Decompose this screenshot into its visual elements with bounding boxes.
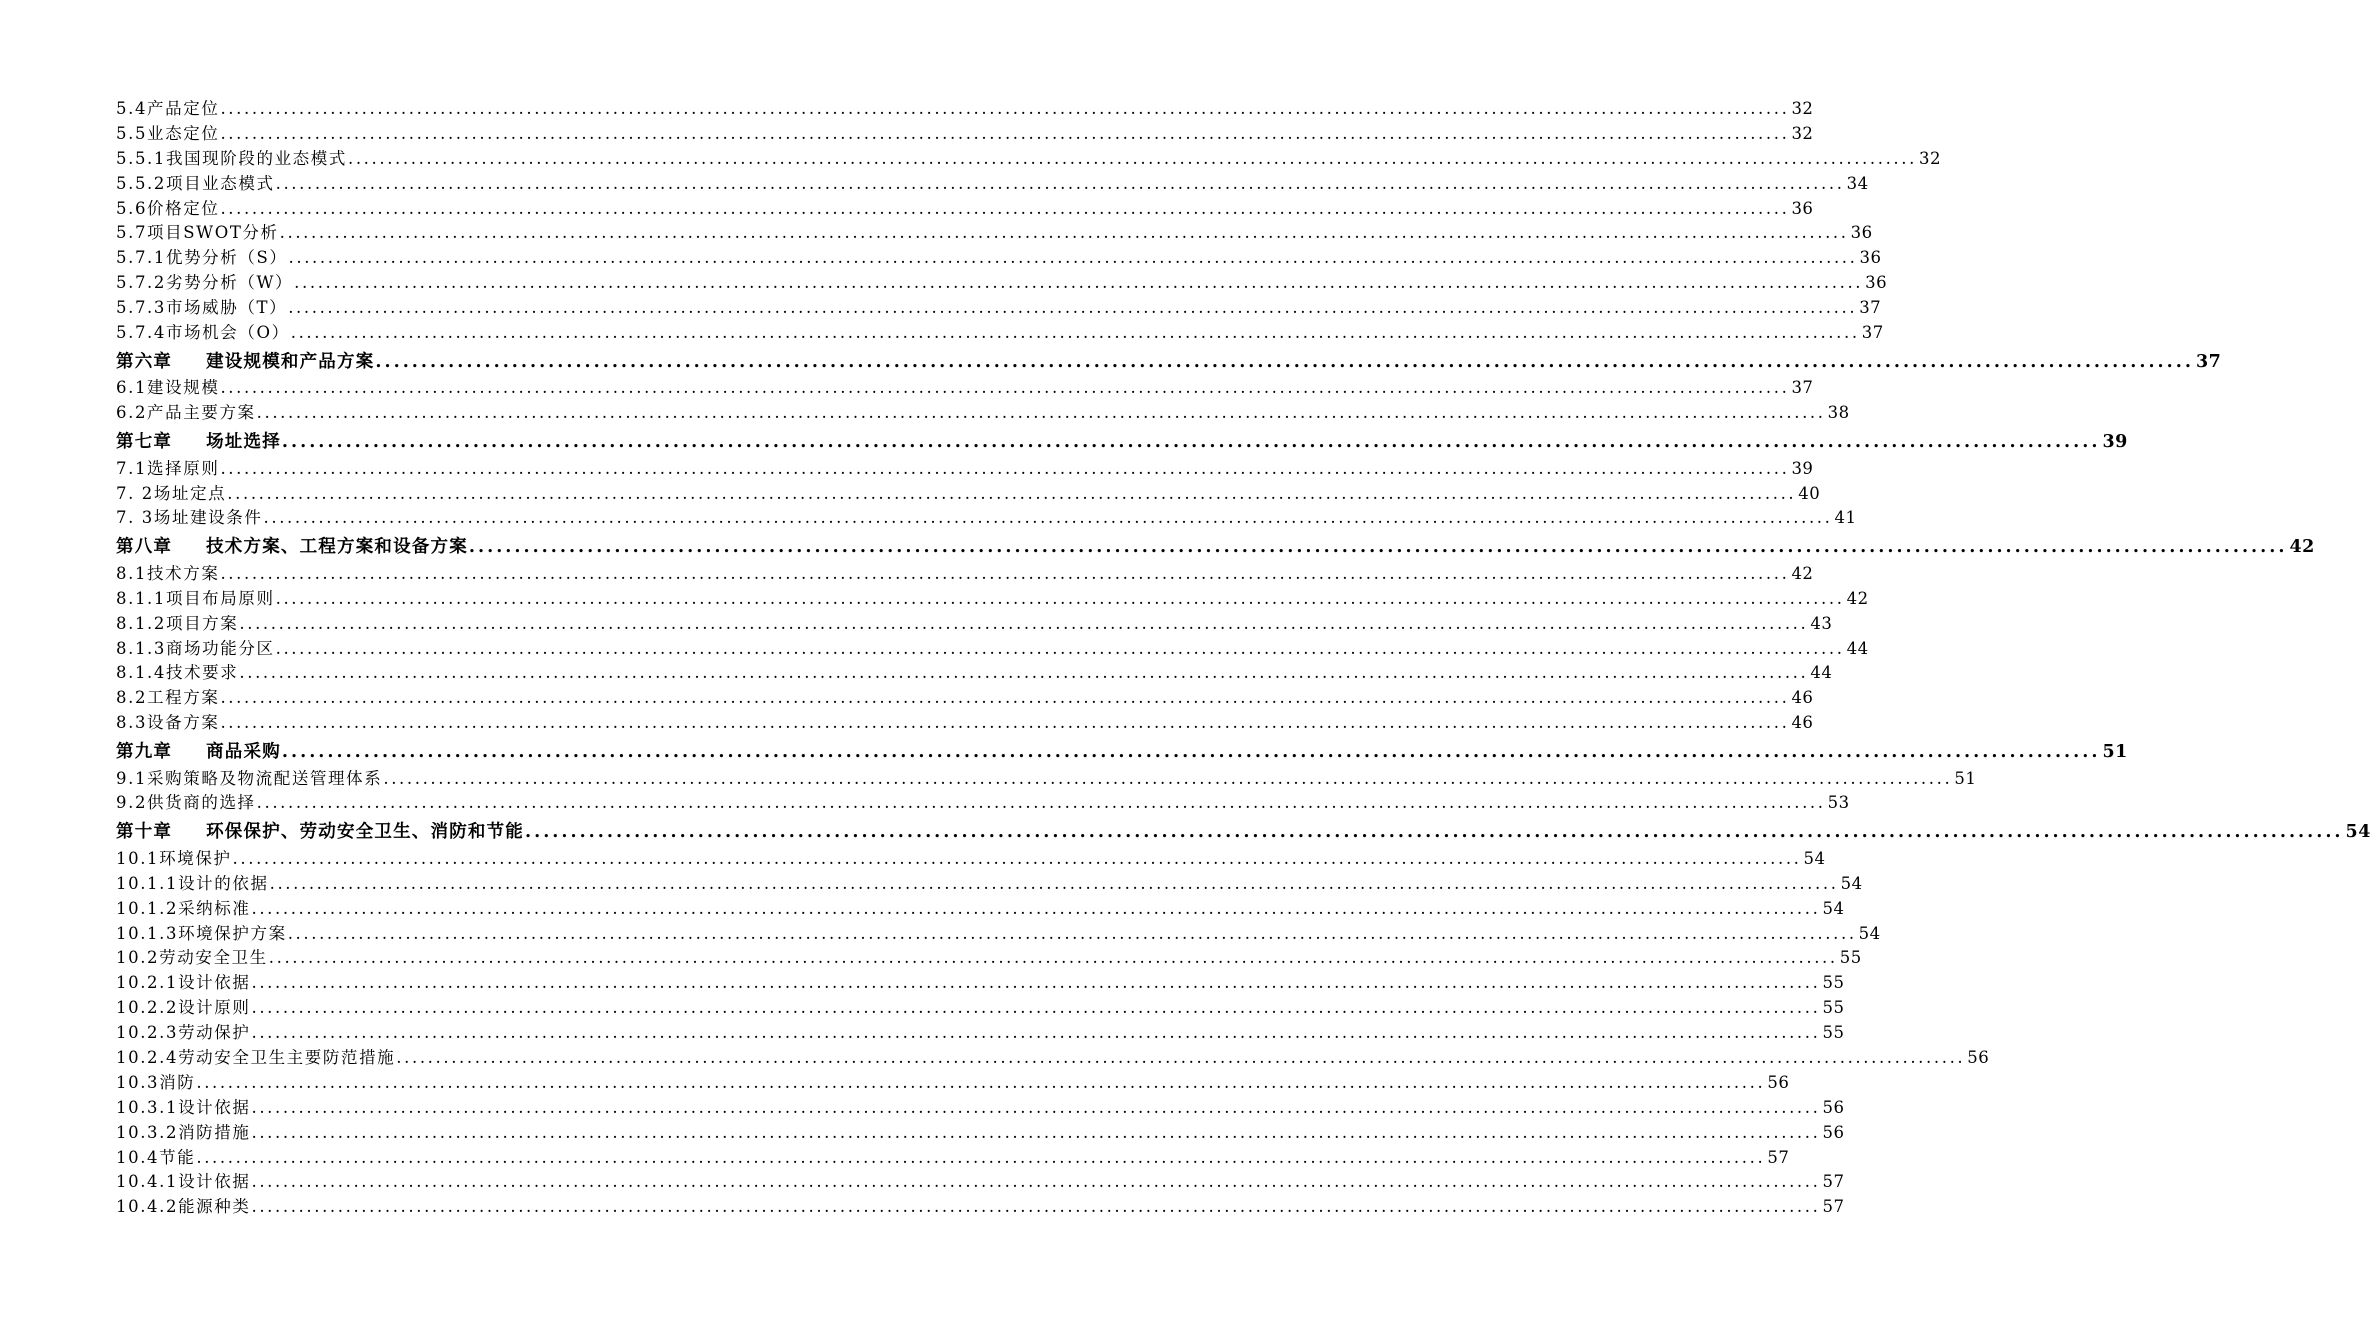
toc-dot-leader: ........................................................................................................................................................................................................: [256, 403, 1826, 423]
toc-entry-title: 9.2供货商的选择: [116, 793, 256, 813]
toc-page-number: 55: [1822, 1023, 1845, 1043]
toc-dot-leader: ........................................................................................................................................................................................................: [220, 713, 1790, 733]
toc-dot-leader: ........................................................................................................................................................................................................: [196, 1147, 1766, 1167]
toc-entry-title: 5.7.2劣势分析（W）: [116, 273, 294, 293]
toc-section-entry[interactable]: [116, 1069, 1790, 1094]
toc-page-number: 51: [2102, 742, 2128, 763]
toc-entry-title: 10.1.2采纳标准: [116, 898, 251, 918]
toc-page-number: 56: [1767, 1072, 1790, 1092]
toc-entry-title: 10.1.1设计的依据: [116, 873, 269, 893]
toc-dot-leader: ........................................................................................................................................................................................................: [251, 898, 1821, 918]
toc-entry-title: 8.1.2项目方案: [116, 613, 239, 633]
toc-entry-title: 场址选择: [206, 432, 281, 453]
toc-entry-title: 5.6价格定位: [116, 198, 220, 218]
toc-dot-leader: ........................................................................................................................................................................................................: [288, 248, 1858, 268]
toc-dot-leader: ........................................................................................................................................................................................................: [220, 458, 1790, 478]
toc-dot-leader: ........................................................................................................................................................................................................: [256, 793, 1826, 813]
toc-entry-title: 10.2.2设计原则: [116, 998, 251, 1018]
toc-page-number: 42: [1791, 563, 1814, 583]
toc-section-entry[interactable]: [116, 399, 1850, 424]
toc-dot-leader: ........................................................................................................................................................................................................: [294, 273, 1864, 293]
toc-page-number: 44: [1846, 638, 1869, 658]
toc-entry-title: 5.5.2项目业态模式: [116, 173, 275, 193]
toc-section-entry[interactable]: [116, 244, 1882, 269]
toc-entry-title: 8.3设备方案: [116, 713, 220, 733]
toc-chapter-entry[interactable]: [116, 428, 2128, 455]
toc-dot-leader: ........................................................................................................................................................................................................: [220, 563, 1790, 583]
toc-dot-leader: ........................................................................................................................................................................................................: [268, 948, 1838, 968]
toc-entry-title: 10.2.3劳动保护: [116, 1023, 251, 1043]
toc-dot-leader: ........................................................................................................................................................................................................: [383, 768, 1953, 788]
toc-section-entry[interactable]: [116, 145, 1941, 170]
toc-entry-title: 10.1环境保护: [116, 848, 232, 868]
toc-dot-leader: ........................................................................................................................................................................................................: [290, 323, 1860, 343]
toc-section-entry[interactable]: [116, 789, 1850, 814]
toc-entry-title: 5.4产品定位: [116, 99, 220, 118]
toc-section-entry[interactable]: [116, 610, 1833, 635]
toc-entry-title: 10.2.4劳动安全卫生主要防范措施: [116, 1048, 396, 1067]
toc-dot-leader: ........................................................................................................................................................................................................: [220, 99, 1790, 118]
toc-entry-title: 9.1采购策略及物流配送管理体系: [116, 768, 383, 788]
toc-section-entry[interactable]: [116, 1144, 1790, 1169]
toc-entry-title: 8.1.1项目布局原则: [116, 588, 275, 608]
table-of-contents: [116, 95, 2371, 1218]
toc-page-number: 56: [1822, 1122, 1845, 1142]
toc-page-number: 39: [1791, 458, 1814, 478]
toc-entry-title: 技术方案、工程方案和设备方案: [206, 537, 468, 558]
toc-dot-leader: ........................................................................................................................................................................................................: [220, 688, 1790, 708]
toc-entry-title: 6.2产品主要方案: [116, 403, 256, 423]
toc-chapter-number: 第八章: [116, 537, 173, 558]
toc-entry-title: 8.2工程方案: [116, 688, 220, 708]
toc-dot-leader: ........................................................................................................................................................................................................: [468, 537, 2288, 558]
toc-dot-leader: ........................................................................................................................................................................................................: [275, 173, 1845, 193]
toc-section-entry[interactable]: [116, 219, 1873, 244]
toc-page-number: 36: [1850, 223, 1873, 243]
toc-entry-title: 5.7.1优势分析（S）: [116, 248, 288, 268]
toc-dot-leader: ........................................................................................................................................................................................................: [251, 1023, 1821, 1043]
toc-dot-leader: ........................................................................................................................................................................................................: [220, 123, 1790, 143]
toc-page-number: 46: [1791, 713, 1814, 733]
toc-section-entry[interactable]: [116, 895, 1845, 920]
toc-dot-leader: ........................................................................................................................................................................................................: [251, 1172, 1821, 1192]
toc-dot-leader: ........................................................................................................................................................................................................: [239, 663, 1809, 683]
toc-page-number: 54: [2345, 822, 2371, 843]
toc-dot-leader: ........................................................................................................................................................................................................: [227, 483, 1797, 503]
toc-section-entry[interactable]: [116, 560, 1814, 585]
toc-chapter-entry[interactable]: [116, 533, 2315, 560]
toc-page-number: 57: [1822, 1197, 1845, 1217]
toc-page-number: 55: [1822, 998, 1845, 1018]
toc-entry-title: 建设规模和产品方案: [206, 351, 375, 372]
toc-page-number: 39: [2102, 432, 2128, 453]
toc-dot-leader: ........................................................................................................................................................................................................: [275, 638, 1845, 658]
toc-page-number: 37: [1861, 323, 1884, 343]
toc-section-entry[interactable]: [116, 1044, 1990, 1069]
toc-page-number: 55: [1822, 973, 1845, 993]
toc-entry-title: 10.2.1设计依据: [116, 973, 251, 993]
toc-section-entry[interactable]: [116, 920, 1881, 945]
toc-dot-leader: ........................................................................................................................................................................................................: [263, 508, 1833, 528]
toc-section-entry[interactable]: [116, 709, 1814, 734]
toc-page-number: 57: [1822, 1172, 1845, 1192]
toc-section-entry[interactable]: [116, 1119, 1845, 1144]
toc-dot-leader: ........................................................................................................................................................................................................: [288, 298, 1858, 318]
toc-page-number: 54: [1840, 873, 1863, 893]
toc-page-number: 54: [1858, 923, 1881, 943]
toc-entry-title: 10.3.2消防措施: [116, 1122, 251, 1142]
toc-section-entry[interactable]: [116, 374, 1814, 399]
toc-page-number: 43: [1810, 613, 1833, 633]
toc-page-number: 37: [2195, 351, 2222, 372]
toc-page-number: 32: [1791, 123, 1814, 143]
toc-chapter-entry[interactable]: [116, 738, 2128, 765]
toc-chapter-entry[interactable]: [116, 818, 2371, 845]
toc-page-number: 55: [1839, 948, 1862, 968]
toc-chapter-entry[interactable]: [116, 348, 2222, 375]
toc-page-number: 36: [1865, 273, 1888, 293]
toc-section-entry[interactable]: [116, 120, 1814, 145]
toc-entry-title: 5.7项目SWOT分析: [116, 223, 279, 243]
toc-page-number: 37: [1791, 378, 1814, 398]
toc-dot-leader: ........................................................................................................................................................................................................: [375, 351, 2194, 372]
toc-page-number: 56: [1967, 1048, 1990, 1067]
toc-page-number: 41: [1834, 508, 1857, 528]
toc-entry-title: 10.3.1设计依据: [116, 1097, 251, 1117]
toc-section-entry[interactable]: [116, 684, 1814, 709]
toc-dot-leader: ........................................................................................................................................................................................................: [287, 923, 1857, 943]
toc-section-entry[interactable]: [116, 1193, 1845, 1218]
toc-section-entry[interactable]: [116, 585, 1869, 610]
toc-section-entry[interactable]: [116, 480, 1821, 505]
toc-entry-title: 5.7.3市场威胁（T）: [116, 298, 288, 318]
toc-page-number: 54: [1803, 848, 1826, 868]
toc-entry-title: 10.3消防: [116, 1072, 196, 1092]
toc-section-entry[interactable]: [116, 969, 1845, 994]
toc-section-entry[interactable]: [116, 944, 1862, 969]
toc-chapter-number: 第七章: [116, 432, 173, 453]
toc-page-number: 46: [1791, 688, 1814, 708]
toc-entry-title: 10.4.2能源种类: [116, 1197, 251, 1217]
toc-dot-leader: ........................................................................................................................................................................................................: [196, 1072, 1766, 1092]
toc-section-entry[interactable]: [116, 504, 1857, 529]
toc-entry-title: 6.1建设规模: [116, 378, 220, 398]
toc-entry-title: 7.1选择原则: [116, 458, 220, 478]
toc-dot-leader: ........................................................................................................................................................................................................: [220, 198, 1790, 218]
toc-page-number: 53: [1827, 793, 1850, 813]
toc-dot-leader: ........................................................................................................................................................................................................: [269, 873, 1839, 893]
toc-page-number: 42: [1846, 588, 1869, 608]
toc-dot-leader: ........................................................................................................................................................................................................: [251, 1197, 1821, 1217]
toc-entry-title: 8.1技术方案: [116, 563, 220, 583]
toc-entry-title: 10.1.3环境保护方案: [116, 923, 287, 943]
toc-dot-leader: ........................................................................................................................................................................................................: [251, 998, 1821, 1018]
toc-page-number: 57: [1767, 1147, 1790, 1167]
toc-section-entry[interactable]: [116, 870, 1863, 895]
toc-dot-leader: ........................................................................................................................................................................................................: [279, 223, 1849, 243]
toc-section-entry[interactable]: [116, 845, 1826, 870]
toc-chapter-number: 第六章: [116, 351, 173, 372]
toc-dot-leader: ........................................................................................................................................................................................................: [275, 588, 1845, 608]
toc-dot-leader: ........................................................................................................................................................................................................: [220, 378, 1790, 398]
toc-page-number: 44: [1810, 663, 1833, 683]
toc-chapter-number: 第十章: [116, 822, 173, 843]
toc-dot-leader: ........................................................................................................................................................................................................: [281, 742, 2101, 763]
toc-entry-title: 5.5.1我国现阶段的业态模式: [116, 148, 347, 168]
toc-section-entry[interactable]: [116, 170, 1869, 195]
toc-section-entry[interactable]: [116, 294, 1882, 319]
toc-dot-leader: ........................................................................................................................................................................................................: [525, 822, 2344, 843]
toc-dot-leader: ........................................................................................................................................................................................................: [347, 148, 1917, 168]
toc-section-entry[interactable]: [116, 659, 1833, 684]
toc-page-number: 51: [1954, 768, 1977, 788]
toc-page-number: 36: [1791, 198, 1814, 218]
toc-section-entry[interactable]: [116, 95, 1814, 120]
toc-chapter-number: 第九章: [116, 742, 173, 763]
toc-dot-leader: ........................................................................................................................................................................................................: [232, 848, 1802, 868]
toc-entry-title: 5.5业态定位: [116, 123, 220, 143]
toc-section-entry[interactable]: [116, 765, 1977, 790]
toc-page-number: 54: [1822, 898, 1845, 918]
toc-entry-title: 10.4节能: [116, 1147, 196, 1167]
toc-entry-title: 环保保护、劳动安全卫生、消防和节能: [206, 822, 525, 843]
toc-page-number: 32: [1791, 99, 1814, 118]
toc-page-number: 56: [1822, 1097, 1845, 1117]
toc-dot-leader: ........................................................................................................................................................................................................: [251, 1122, 1821, 1142]
toc-entry-title: 8.1.3商场功能分区: [116, 638, 275, 658]
toc-section-entry[interactable]: [116, 455, 1814, 480]
toc-page-number: 37: [1859, 298, 1882, 318]
toc-entry-title: 5.7.4市场机会（O）: [116, 323, 290, 343]
toc-dot-leader: ........................................................................................................................................................................................................: [251, 973, 1821, 993]
toc-section-entry[interactable]: [116, 1019, 1845, 1044]
toc-entry-title: 8.1.4技术要求: [116, 663, 239, 683]
toc-page-number: 40: [1798, 483, 1821, 503]
toc-section-entry[interactable]: [116, 195, 1814, 220]
toc-dot-leader: ........................................................................................................................................................................................................: [281, 432, 2101, 453]
toc-entry-title: 7. 3场址建设条件: [116, 508, 263, 528]
toc-section-entry[interactable]: [116, 1168, 1845, 1193]
toc-section-entry[interactable]: [116, 269, 1888, 294]
toc-page-number: 34: [1846, 173, 1869, 193]
toc-page-number: 38: [1827, 403, 1850, 423]
toc-page-number: 36: [1859, 248, 1882, 268]
toc-section-entry[interactable]: [116, 319, 1884, 344]
toc-dot-leader: ........................................................................................................................................................................................................: [239, 613, 1809, 633]
toc-section-entry[interactable]: [116, 635, 1869, 660]
toc-entry-title: 7. 2场址定点: [116, 483, 227, 503]
toc-dot-leader: ........................................................................................................................................................................................................: [251, 1097, 1821, 1117]
toc-entry-title: 商品采购: [206, 742, 281, 763]
toc-section-entry[interactable]: [116, 994, 1845, 1019]
toc-page-number: 42: [2289, 537, 2315, 558]
toc-dot-leader: ........................................................................................................................................................................................................: [396, 1048, 1966, 1067]
toc-entry-title: 10.2劳动安全卫生: [116, 948, 268, 968]
toc-section-entry[interactable]: [116, 1094, 1845, 1119]
toc-entry-title: 10.4.1设计依据: [116, 1172, 251, 1192]
toc-page-number: 32: [1918, 148, 1941, 168]
